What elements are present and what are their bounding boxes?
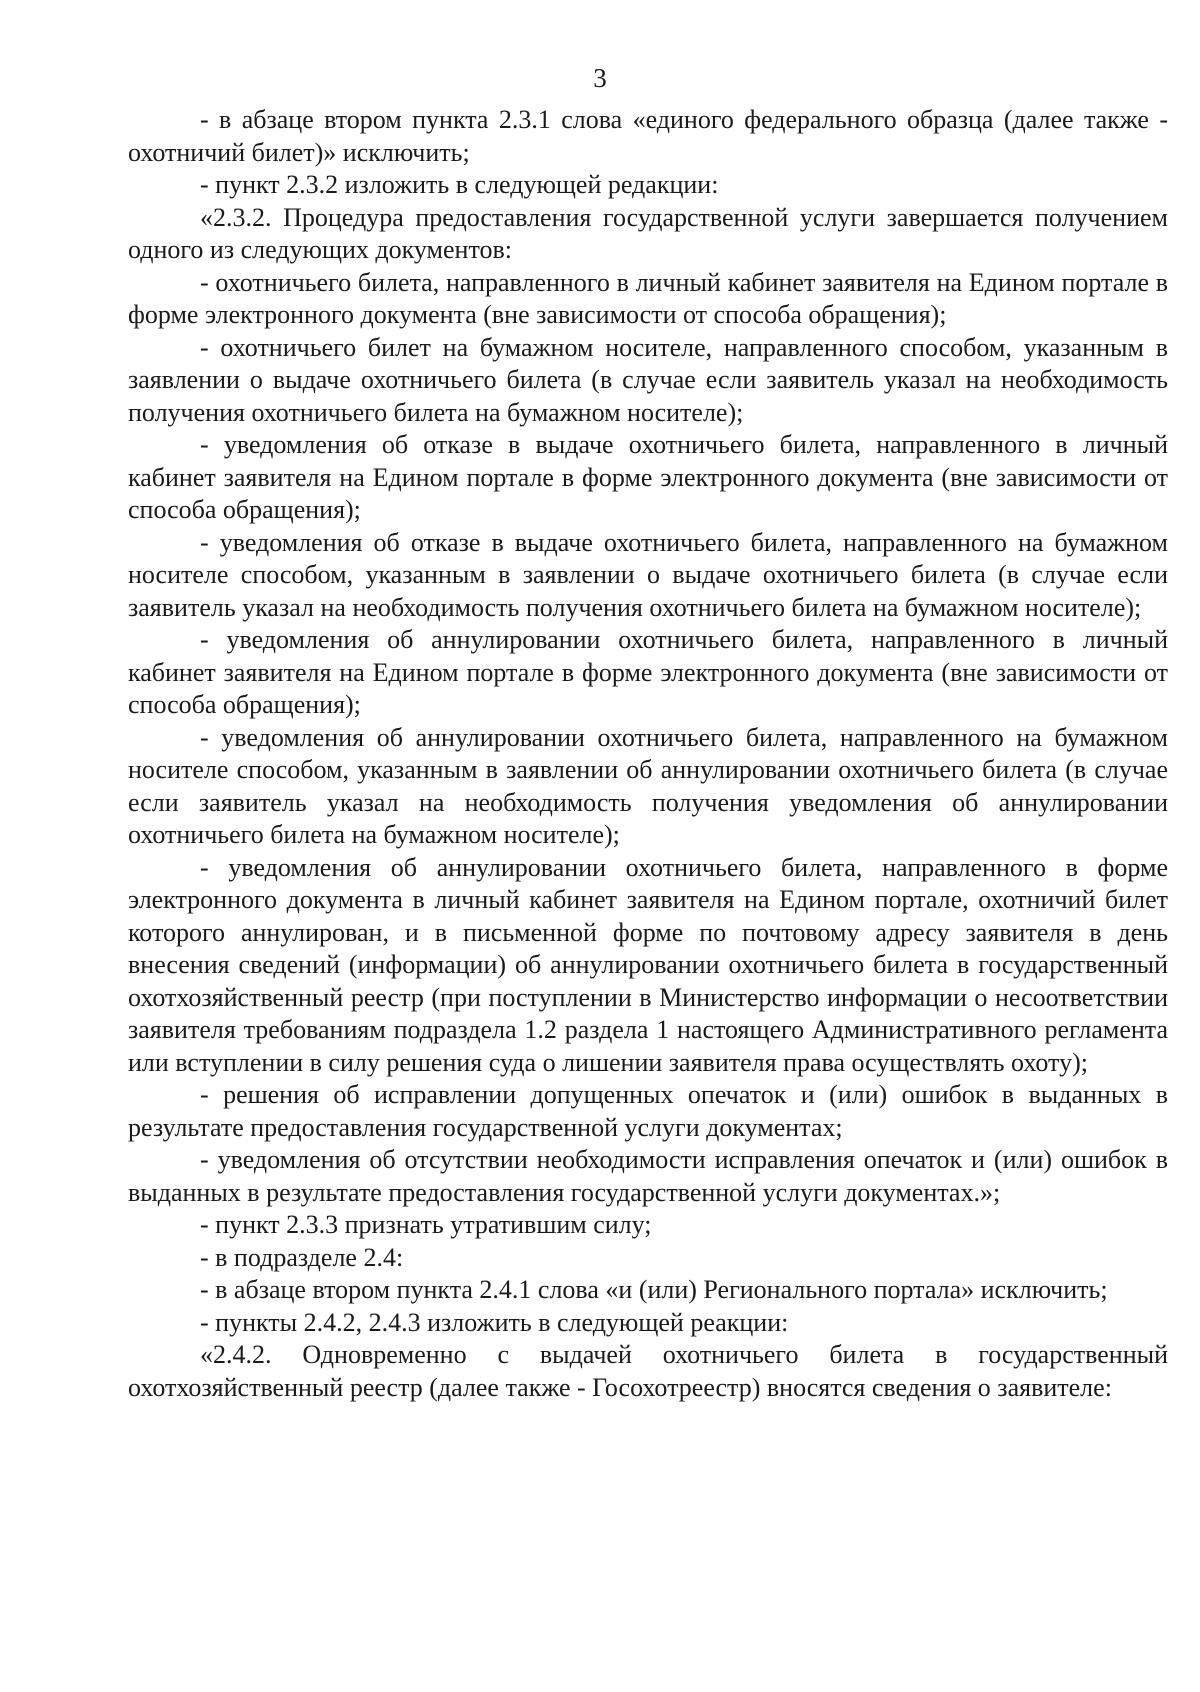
list-item: - охотничьего билета, направленного в личный кабинет заявителя на Едином портале в форме электронного документа (вне зависимости от способа обращения); xyxy=(128,267,1168,329)
paragraph: - пункт 2.3.3 признать утратившим силу; xyxy=(200,1210,652,1239)
list-item: - решения об исправлении допущенных опечаток и (или) ошибок в выданных в результате предоставления государственной услуги документах; xyxy=(128,1080,1168,1142)
list-item: - охотничьего билет на бумажном носителе, направленного способом, указанным в заявлении о выдаче охотничьего билета (в случае если заявитель указал на необходимость получения охотничьего билета на бумажном носителе); xyxy=(128,332,1168,427)
paragraph: «2.4.2. Одновременно с выдачей охотничьего билета в государственный охотхозяйственный реестр (далее также - Госохотреестр) вносятся сведения о заявителе: xyxy=(128,1340,1168,1402)
paragraph: - в абзаце втором пункта 2.3.1 слова «единого федерального образца (далее также - охотничий билет)» исключить; xyxy=(128,105,1168,167)
list-item: - уведомления об аннулировании охотничьего билета, направленного в форме электронного документа в личный кабинет заявителя на Едином портале, охотничий билет которого аннулирован, и в письменной форме по почтовому адресу заявителя в день внесения сведений (информации) об аннулировании охотничьего билета в государственный охотхозяйственный реестр (при поступлении в Министерство информации о несоответствии заявителя требованиям подраздела 1.2 раздела 1 настоящего Административного регламента или вступлении в силу решения суда о лишении заявителя права осуществлять охоту); xyxy=(128,852,1168,1077)
list-item: - уведомления об аннулировании охотничьего билета, направленного в личный кабинет заявителя на Едином портале в форме электронного документа (вне зависимости от способа обращения); xyxy=(128,625,1168,719)
list-item: - уведомления об аннулировании охотничьего билета, направленного на бумажном носителе способом, указанным в заявлении об аннулировании охотничьего билета (в случае если заявитель указал на необходимость получения уведомления об аннулировании охотничьего билета на бумажном носителе); xyxy=(128,722,1168,849)
paragraph: - пункты 2.4.2, 2.4.3 изложить в следующей реакции: xyxy=(200,1307,789,1337)
paragraph: - в абзаце втором пункта 2.4.1 слова «и (или) Регионального портала» исключить; xyxy=(200,1275,1108,1304)
paragraph: - в подразделе 2.4: xyxy=(200,1242,404,1272)
list-item: - уведомления об отсутствии необходимости исправления опечаток и (или) ошибок в выданных в результате предоставления государственной услуги документах.»; xyxy=(128,1145,1168,1207)
paragraph: - пункт 2.3.2 изложить в следующей редакции: xyxy=(200,170,719,199)
list-item: - уведомления об отказе в выдаче охотничьего билета, направленного в личный кабинет заявителя на Едином портале в форме электронного документа (вне зависимости от способа обращения); xyxy=(128,430,1168,524)
list-item: - уведомления об отказе в выдаче охотничьего билета, направленного на бумажном носителе способом, указанным в заявлении о выдаче охотничьего билета (в случае если заявитель указал на необходимость получения охотничьего билета на бумажном носителе); xyxy=(128,527,1168,622)
document-body xyxy=(128,104,1168,1404)
paragraph: «2.3.2. Процедура предоставления государственной услуги завершается получением одного из следующих документов: xyxy=(128,202,1168,264)
page-number: 3 xyxy=(593,63,607,93)
